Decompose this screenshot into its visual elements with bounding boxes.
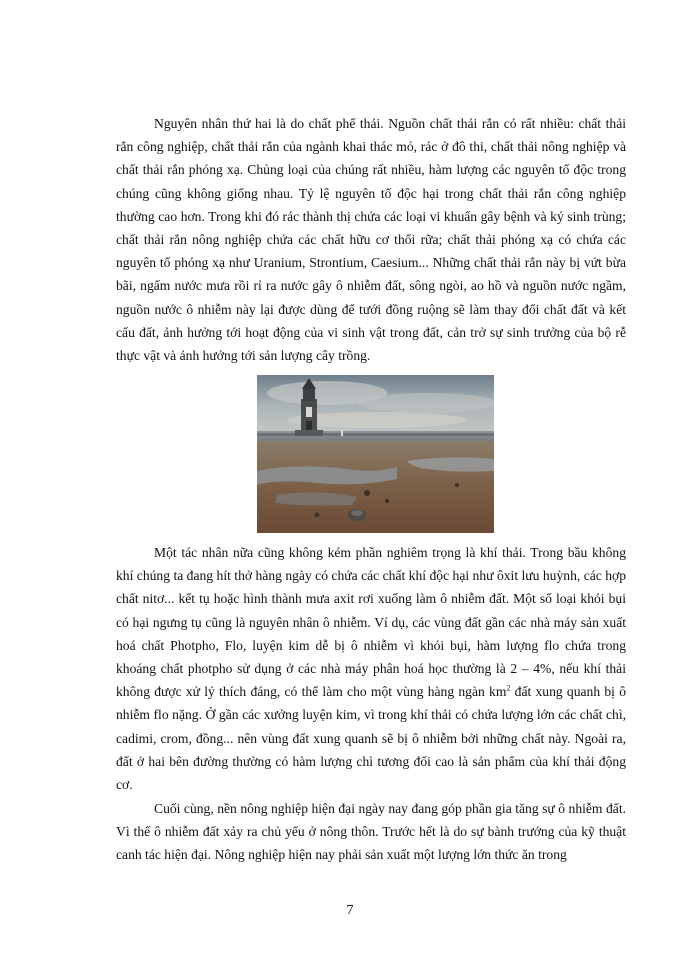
paragraph-solid-waste: Nguyên nhân thứ hai là do chất phế thải. Nguồn chất thải rắn có rất nhiều: chất thải rắn công nghiệp, chất thải rắn của ngành khai thác mỏ, rác ở đô thi, chất thải nông nghiệp và chất thải rắn phóng xạ. Chủng loại của chúng rất nhiều, hàm lượng các nguyên tố độc trong chúng cũng không giống nhau. Tỷ lệ nguyên tố độc hại trong chất thải rắn công nghiệp thường cao hơn. Trong khi đó rác thành thị chứa các loại vi khuẩn gây bệnh và ký sinh trùng; chất thải rắn nông nghiệp chứa các chất hữu cơ thối rữa; chất thải phóng xạ có chứa các nguyên tố phóng xạ như Uranium, Strontium, Caesium... Những chất thải rắn này bị vứt bừa bãi, ngấm nước mưa rồi rỉ ra nước gây ô nhiễm đất, sông ngòi, ao hồ và nguồn nước ngầm, nguồn nước ô nhiễm này lại được dùng để tưới đồng ruộng sẽ làm thay đổi chất đất và kết cấu đất, ảnh hưởng tới hoạt động của vi sinh vật trong đất, cản trở sự sinh trưởng của bộ rễ thực vật và ảnh hưởng tới sản lượng cây trồng. (116, 116, 626, 364)
paragraph-exhaust-gas-part-2: đất xung quanh bị ô nhiễm flo nặng. Ở gần các xưởng luyện kim, vì trong khí thải có chứa lượng lớn các chất chì, cadimi, crom, đồng... nên vùng đất xung quanh sẽ bị ô nhiễm bởi những chất này. Ngoài ra, đất ở hai bên đường thường có hàm lượng chì tương đối cao là sản phẩm của khí thải động cơ. (116, 684, 626, 793)
paragraph-exhaust-gas-part-1: Một tác nhân nữa cũng không kém phần nghiêm trọng là khí thải. Trong bầu không khí chúng ta đang hít thở hàng ngày có chứa các chất khí độc hại như ôxit lưu huỳnh, các hợp chất nitơ... kết tụ hoặc hình thành mưa axit rơi xuống làm ô nhiễm đất. Một số loại khói bụi có hại ngưng tụ cũng là nguyên nhân ô nhiễm. Ví dụ, các vùng đất gần các nhà máy sản xuất hoá chất Photpho, Flo, luyện kim dễ bị ô nhiễm vì khói bụi, hàm lượng flo chứa trong khoáng chất photpho sử dụng ở các nhà máy phân hoá học thường là 2 – 4%, nếu khí thải không được xử lý thích đáng, có thể làm cho một vùng hàng ngàn km (116, 545, 626, 700)
photo-tower-on-polluted-shore (257, 375, 494, 533)
photo-illustration (257, 375, 494, 533)
superscript-two: 2 (506, 683, 511, 693)
paragraph-exhaust-gas (116, 541, 626, 796)
paragraph-modern-agriculture: Cuối cùng, nền nông nghiệp hiện đại ngày nay đang góp phần gia tăng sự ô nhiễm đất. Vì thế ô nhiễm đất xảy ra chủ yếu ở nông thôn. Trước hết là do sự bành trướng của kỹ thuật canh tác hiện đại. Nông nghiệp hiện nay phải sản xuất một lượng lớn thức ăn trong (116, 801, 626, 863)
page-number: 7 (346, 903, 354, 918)
